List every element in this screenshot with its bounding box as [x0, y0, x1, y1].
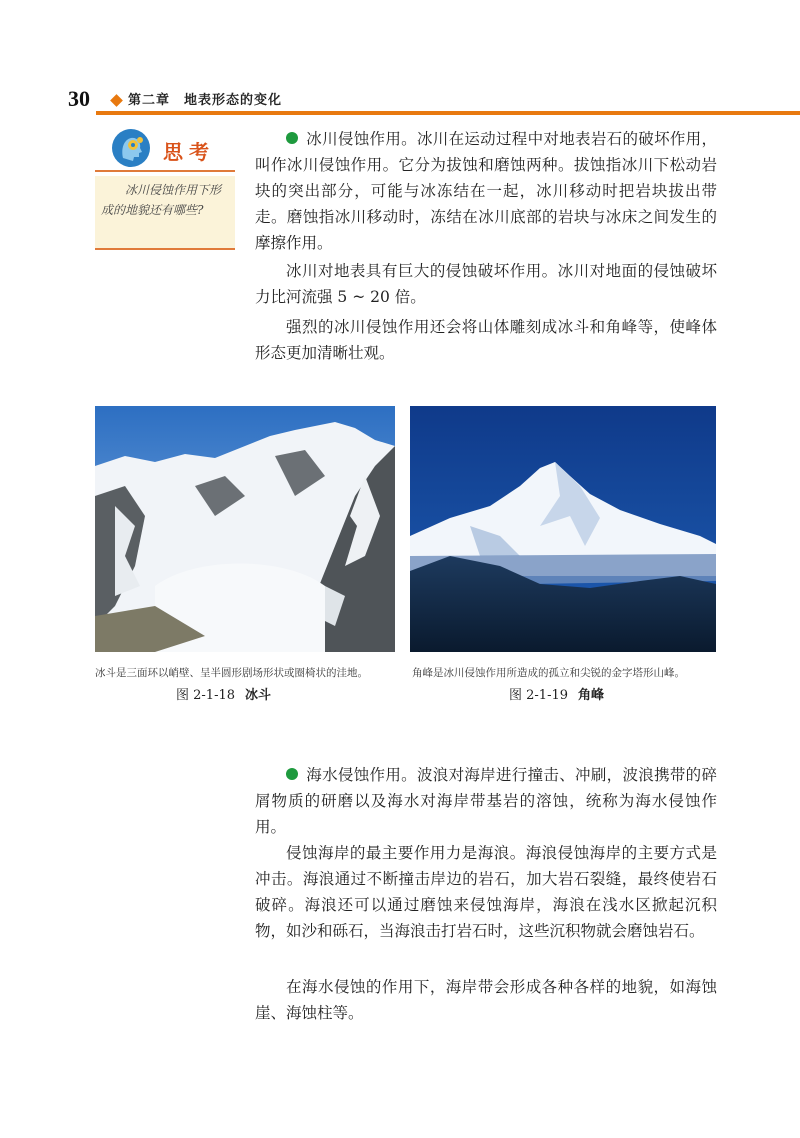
think-question-box: [95, 176, 235, 250]
glacier-erosion-paragraph: [255, 126, 717, 256]
chapter-title: 第二章 地表形态的变化: [128, 93, 283, 108]
cirque-figure-name: 冰斗: [245, 688, 272, 703]
think-question: 冰川侵蚀作用下形成的地貌还有哪些?: [101, 183, 222, 217]
wave-erosion-paragraph: 侵蚀海岸的最主要作用力是海浪。海浪侵蚀海岸的主要方式是冲击。海浪通过不断撞击岸边的岩石，加大岩石裂缝，最终使岩石破碎。海浪还可以通过磨蚀来侵蚀海岸，海浪在浅水区掀起沉积物，如沙和砾石，当海浪击打岩石时，这些沉积物就会磨蚀岩石。: [255, 844, 717, 940]
cirque-figure-label: [176, 684, 271, 703]
green-bullet-icon: [286, 768, 298, 780]
sea-erosion-paragraph: [255, 762, 717, 840]
horn-figure-label: [509, 684, 604, 703]
thinking-head-icon: [111, 128, 151, 168]
coastal-landform-paragraph: 在海水侵蚀的作用下，海岸带会形成各种各样的地貌，如海蚀崖、海蚀柱等。: [255, 978, 717, 1022]
glacier-landform-paragraph: 强烈的冰川侵蚀作用还会将山体雕刻成冰斗和角峰等，使峰体形态更加清晰壮观。: [255, 318, 717, 362]
glacier-erosion-text: 冰川侵蚀作用。冰川在运动过程中对地表岩石的破坏作用，叫作冰川侵蚀作用。它分为拔蚀和磨蚀两种。拔蚀指冰川下松动岩块的突出部分，可能与冰冻结在一起，冰川移动时把岩块拔出带走。磨蚀指冰川移动时，冻结在冰川底部的岩块与冰床之间发生的摩擦作用。: [255, 130, 717, 252]
glacier-power-paragraph: 冰川对地表具有巨大的侵蚀破坏作用。冰川对地面的侵蚀破坏力比河流强 5 ~ 20 倍。: [255, 262, 717, 306]
cirque-figure-number: 图 2-1-18: [176, 688, 236, 703]
page-number: 30: [68, 86, 90, 111]
think-divider: [95, 170, 235, 172]
horn-photo: [410, 406, 716, 652]
horn-figure-name: 角峰: [578, 688, 605, 703]
horn-figure-number: 图 2-1-19: [509, 688, 569, 703]
horn-caption: 角峰是冰川侵蚀作用所造成的孤立和尖锐的金字塔形山峰。: [412, 667, 685, 679]
sea-erosion-text: 海水侵蚀作用。波浪对海岸进行撞击、冲刷，波浪携带的碎屑物质的研磨以及海水对海岸带基岩的溶蚀，统称为海水侵蚀作用。: [255, 766, 717, 836]
page-header: [0, 80, 800, 120]
think-title: 思考: [163, 140, 215, 164]
think-box: [95, 126, 235, 250]
cirque-caption: 冰斗是三面环以峭壁、呈半圆形剧场形状或圈椅状的洼地。: [95, 667, 368, 679]
cirque-photo: [95, 406, 395, 652]
green-bullet-icon: [286, 132, 298, 144]
header-rule: [96, 111, 800, 115]
diamond-icon: [110, 94, 123, 107]
